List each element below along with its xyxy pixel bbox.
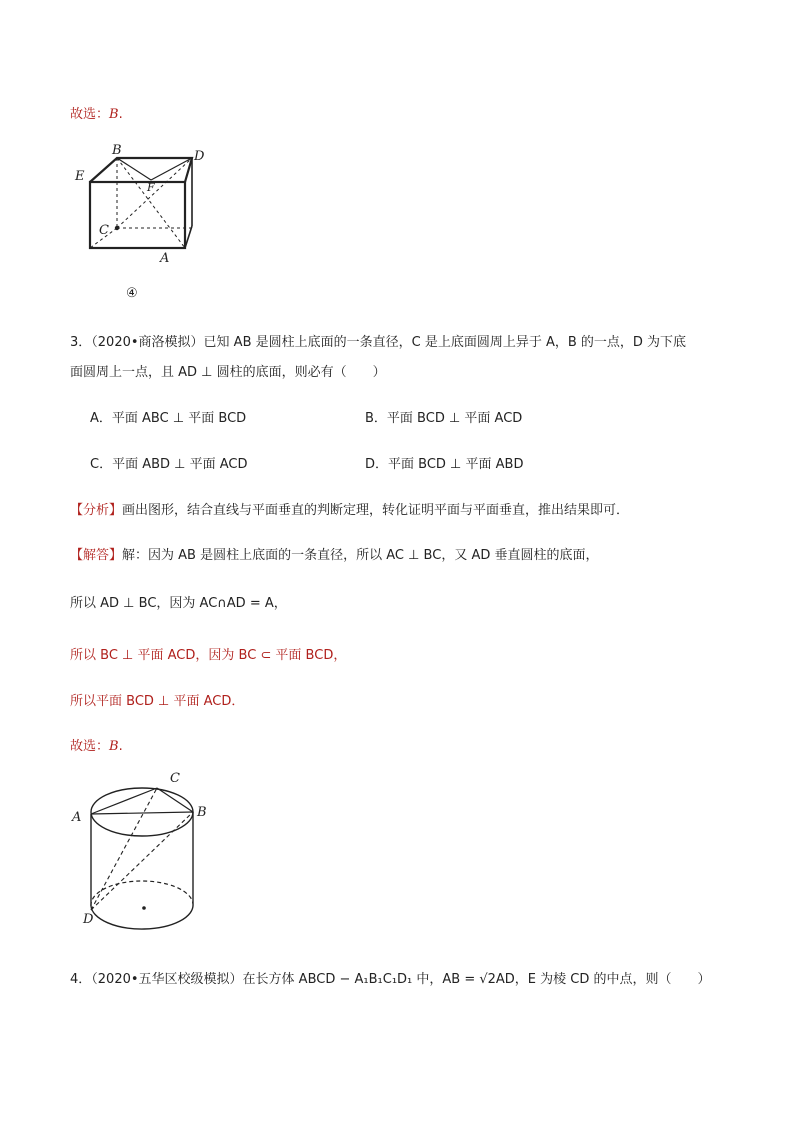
label-b: B	[112, 143, 122, 158]
option-b[interactable]: B．平面 BCD ⊥ 平面 ACD	[365, 411, 523, 426]
label-f: F	[147, 181, 155, 194]
bottom-ellipse-front	[91, 904, 193, 929]
analysis-text: 画出图形，结合直线与平面垂直的判断定理，转化证明平面与平面垂直，推出结果即可．	[122, 503, 630, 518]
cylinder-figure	[66, 768, 216, 938]
question-stem-2: 面圆周上一点，且 AD ⊥ 圆柱的底面，则必有（ ）	[70, 365, 386, 380]
label-c-cyl: C	[170, 771, 180, 786]
solution-line-1	[70, 544, 599, 563]
option-c[interactable]: C．平面 ABD ⊥ 平面 ACD	[90, 457, 248, 472]
question-3-line-2	[70, 361, 386, 380]
question-4-line	[70, 968, 711, 987]
question-number: 3．	[70, 335, 92, 350]
point-c	[115, 226, 119, 230]
bottom-center-point	[142, 906, 146, 910]
segment-ab	[91, 812, 193, 814]
answer-choice: B	[109, 107, 119, 122]
label-a: A	[160, 251, 170, 266]
label-a-cyl: A	[72, 810, 82, 825]
cube-top-face	[90, 158, 192, 182]
answer-suffix-2: .	[118, 739, 123, 754]
solution-tag: 【解答】	[70, 548, 123, 563]
analysis-tag: 【分析】	[70, 503, 123, 518]
answer-prefix: 故选：	[70, 107, 110, 122]
solution-line-4: 所以平面 BCD ⊥ 平面 ACD．	[70, 694, 245, 709]
label-e: E	[75, 169, 85, 184]
analysis-line	[70, 499, 629, 518]
question-stem-4: 在长方体 ABCD − A₁B₁C₁D₁ 中，AB = √2AD，E 为棱 CD 的中点，则（ ）	[242, 972, 711, 987]
solution-text-1: 解：因为 AB 是圆柱上底面的一条直径，所以 AC ⊥ BC，又 AD 垂直圆柱的底面，	[122, 548, 599, 563]
segment-db	[91, 812, 193, 910]
question-source-4: （2020•五华区校级模拟）	[91, 972, 243, 987]
label-b-cyl: B	[197, 805, 207, 820]
answer-suffix: .	[118, 107, 123, 122]
figure-caption: ④	[126, 286, 138, 301]
label-d-cyl: D	[83, 912, 94, 927]
cube-figure	[70, 140, 230, 305]
question-3-line-1	[70, 331, 686, 350]
label-c: C	[99, 223, 109, 238]
answer-line-2	[70, 735, 123, 754]
segment-dc	[91, 788, 157, 910]
solution-line-3: 所以 BC ⊥ 平面 ACD，因为 BC ⊂ 平面 BCD，	[70, 648, 347, 663]
option-a[interactable]: A．平面 ABC ⊥ 平面 BCD	[90, 411, 247, 426]
segment-bf	[117, 158, 151, 180]
answer-line-1	[70, 103, 123, 122]
question-source: （2020•商洛模拟）	[91, 335, 204, 350]
segment-be	[90, 158, 117, 182]
segment-ba	[117, 158, 185, 248]
question-stem-1: 已知 AB 是圆柱上底面的一条直径，C 是上底面圆周上异于 A，B 的一点，D 为下底	[203, 335, 687, 350]
segment-ac	[91, 788, 157, 814]
option-d[interactable]: D．平面 BCD ⊥ 平面 ABD	[365, 457, 524, 472]
answer-choice-2: B	[109, 739, 119, 754]
solution-line-2: 所以 AD ⊥ BC，因为 AC∩AD = A，	[70, 596, 287, 611]
segment-bc	[157, 788, 193, 812]
cube-front-face	[90, 182, 185, 248]
label-d: D	[194, 149, 205, 164]
answer-prefix-2: 故选：	[70, 739, 110, 754]
question-number-4: 4．	[70, 972, 92, 987]
bottom-ellipse-back	[91, 881, 193, 906]
